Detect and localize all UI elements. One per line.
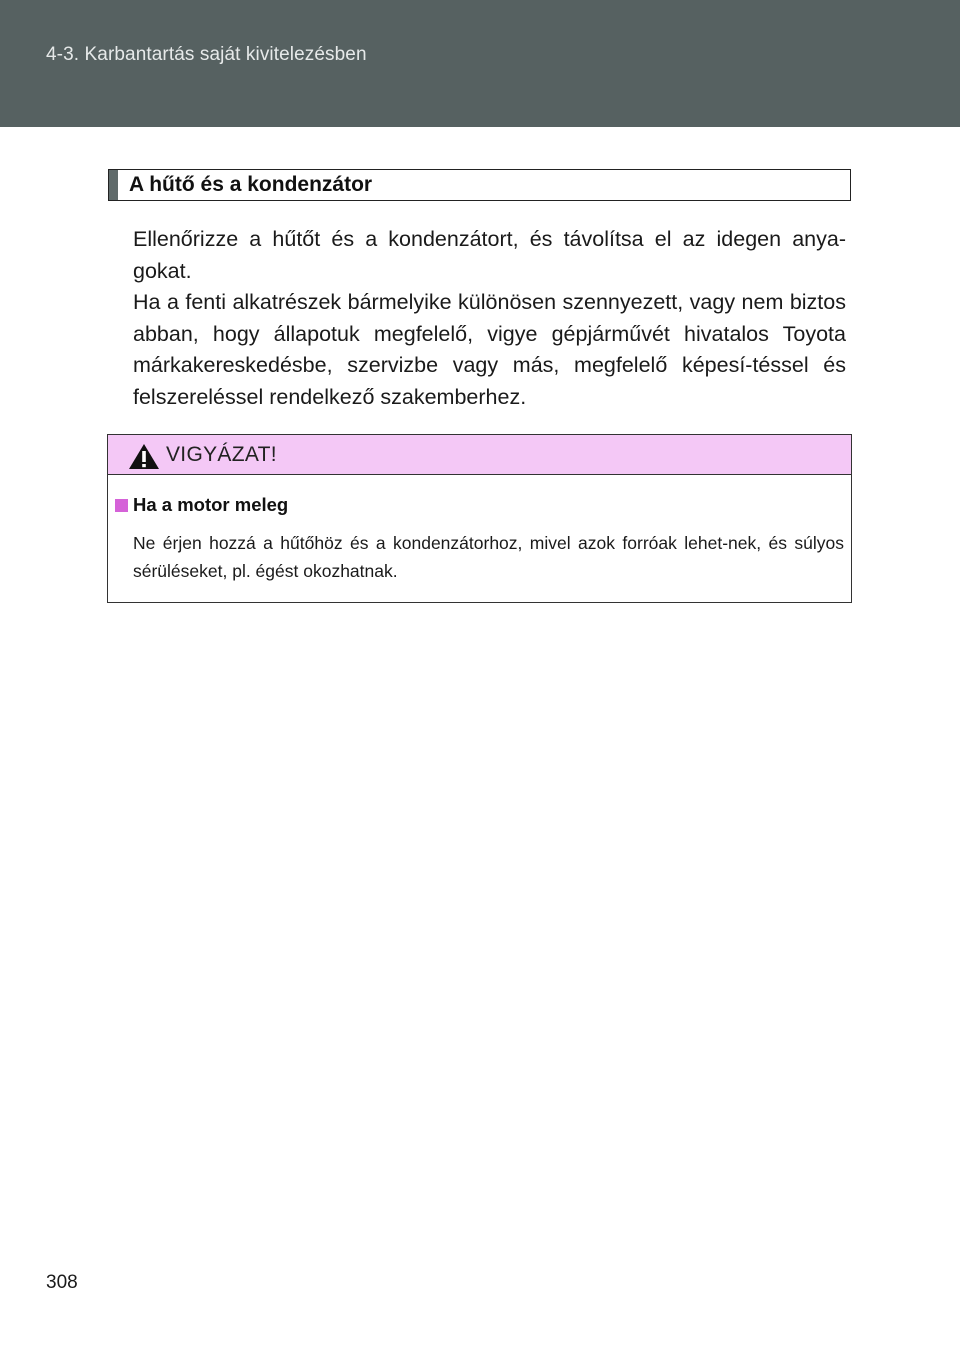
breadcrumb: 4-3. Karbantartás saját kivitelezésben: [46, 44, 367, 65]
section-body: [133, 224, 846, 413]
caution-subheading: Ha a motor meleg: [133, 494, 289, 515]
body-paragraph-1: Ellenőrizze a hűtőt és a kondenzátort, és távolítsa el az idegen anya-gokat.: [133, 227, 846, 283]
section-heading-box: [108, 169, 851, 201]
caution-text: Ne érjen hozzá a hűtőhöz és a kondenzátorhoz, mivel azok forróak lehet-nek, és súlyos sérüléseket, pl. égést okozhatnak.: [133, 533, 844, 581]
caution-box: [107, 434, 852, 603]
page-number: 308: [46, 1272, 78, 1293]
bullet-square-icon: [115, 499, 128, 512]
section-title: A hűtő és a kondenzátor: [129, 173, 373, 196]
warning-triangle-icon: [128, 443, 160, 470]
caution-label: VIGYÁZAT!: [166, 443, 277, 466]
page-header: [0, 0, 960, 127]
body-paragraph-2: Ha a fenti alkatrészek bármelyike különösen szennyezett, vagy nem biztos abban, hogy állapotuk megfelelő, vigye gépjárművét hivatalos Toyota márkakereskedésbe, szervizbe vagy más, megfelelő képesí-téssel és felszereléssel rendelkező szakemberhez.: [133, 290, 846, 409]
section-heading-bar: [109, 170, 118, 200]
caution-header: [108, 435, 851, 475]
